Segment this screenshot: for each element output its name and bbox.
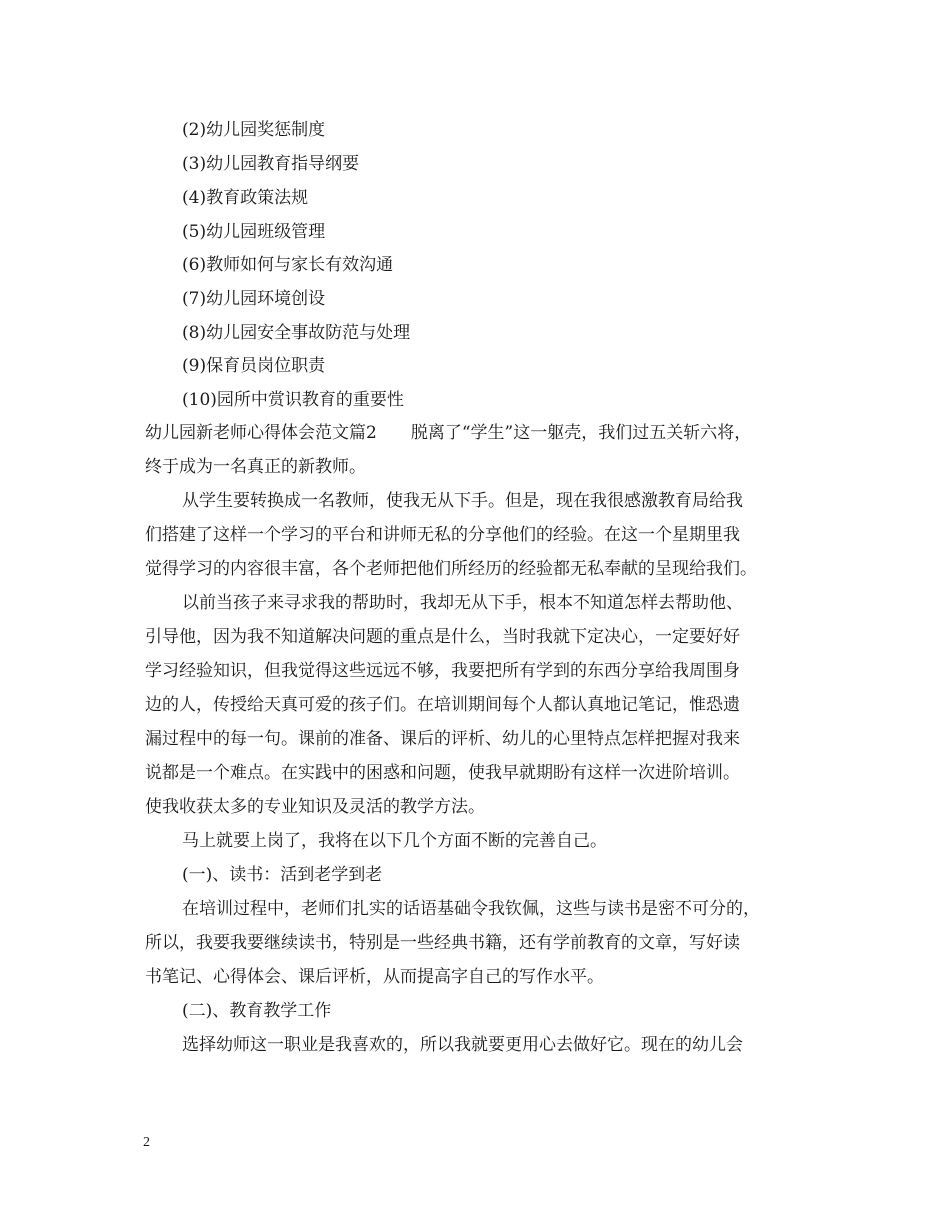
paragraph-line: 边的人，传授给天真可爱的孩子们。在培训期间每个人都认真地记笔记，惟恐遗	[145, 695, 740, 715]
list-item: (3)幼儿园教育指导纲要	[182, 154, 360, 174]
paragraph-line: 说都是一个难点。在实践中的困惑和问题，使我早就期盼有这样一次进阶培训。	[145, 763, 740, 783]
article-heading-line: 幼儿园新老师心得体会范文篇2 脱离了“学生”这一躯壳，我们过五关斩六将，	[145, 423, 752, 443]
paragraph-line: 马上就要上岗了，我将在以下几个方面不断的完善自己。	[182, 831, 607, 851]
list-item: (7)幼儿园环境创设	[182, 289, 326, 309]
paragraph-line: 引导他，因为我不知道解决问题的重点是什么，当时我就下定决心，一定要好好	[145, 627, 740, 647]
section-title: (一)、读书：活到老学到老	[182, 865, 383, 885]
list-item: (8)幼儿园安全事故防范与处理	[182, 323, 411, 343]
paragraph-line: 使我收获太多的专业知识及灵活的教学方法。	[145, 797, 485, 817]
list-item: (9)保育员岗位职责	[182, 356, 326, 376]
paragraph-line: 在培训过程中，老师们扎实的话语基础令我钦佩，这些与读书是密不可分的，	[182, 899, 760, 919]
paragraph-line: 漏过程中的每一句。课前的准备、课后的评析、幼儿的心里特点怎样把握对我来	[145, 729, 740, 749]
paragraph-line: 从学生要转换成一名教师，使我无从下手。但是，现在我很感激教育局给我	[182, 491, 743, 511]
paragraph-line: 学习经验知识，但我觉得这些远远不够，我要把所有学到的东西分享给我周围身	[145, 661, 740, 681]
list-item: (5)幼儿园班级管理	[182, 222, 326, 242]
list-item: (10)园所中赏识教育的重要性	[182, 390, 404, 410]
paragraph-line: 以前当孩子来寻求我的帮助时，我却无从下手，根本不知道怎样去帮助他、	[182, 593, 743, 613]
paragraph-line: 书笔记、心得体会、课后评析，从而提高字自己的写作水平。	[145, 967, 604, 987]
paragraph-line: 们搭建了这样一个学习的平台和讲师无私的分享他们的经验。在这一个星期里我	[145, 525, 740, 545]
paragraph-line: 觉得学习的内容很丰富，各个老师把他们所经历的经验都无私奉献的呈现给我们。	[145, 559, 757, 579]
page-number: 2	[143, 1135, 150, 1150]
paragraph-line: 所以，我要我要继续读书，特别是一些经典书籍，还有学前教育的文章，写好读	[145, 933, 740, 953]
list-item: (4)教育政策法规	[182, 188, 309, 208]
paragraph-line: 选择幼师这一职业是我喜欢的，所以我就要更用心去做好它。现在的幼儿会	[182, 1035, 743, 1055]
list-item: (6)教师如何与家长有效沟通	[182, 255, 394, 275]
section-title: (二)、教育教学工作	[182, 1001, 332, 1021]
list-item: (2)幼儿园奖惩制度	[182, 120, 326, 140]
article-heading-continuation: 终于成为一名真正的新教师。	[145, 457, 366, 477]
